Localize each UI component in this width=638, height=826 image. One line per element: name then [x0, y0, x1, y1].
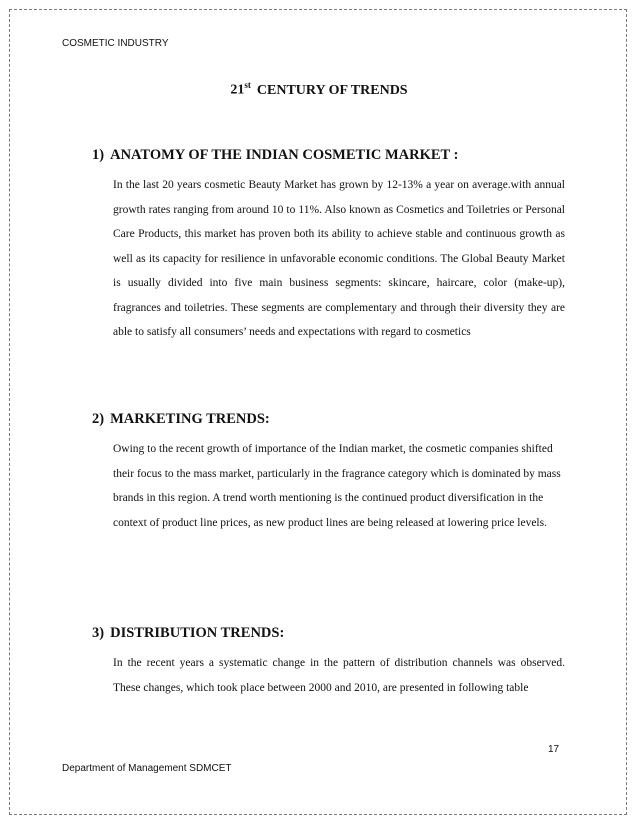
- section-3-paragraph: In the recent years a systematic change in the pattern of distribution channels was observed. These changes, which took place between 2000 and 2010, are presented in following table: [113, 657, 565, 694]
- section-heading-1: [92, 147, 458, 164]
- page-number: 17: [548, 744, 560, 755]
- section-heading-3: [92, 625, 284, 642]
- section-title: ANATOMY OF THE INDIAN COSMETIC MARKET :: [110, 147, 459, 163]
- title-ordinal-suffix: st: [244, 80, 251, 90]
- section-number: 3): [92, 625, 105, 641]
- page-title: [0, 80, 638, 99]
- section-heading-2: [92, 411, 270, 428]
- section-title: MARKETING TRENDS:: [110, 411, 270, 427]
- section-number: 1): [92, 147, 105, 163]
- section-number: 2): [92, 411, 105, 427]
- title-text: CENTURY OF TRENDS: [256, 82, 408, 98]
- section-title: DISTRIBUTION TRENDS:: [110, 625, 285, 641]
- section-2-paragraph: Owing to the recent growth of importance of the Indian market, the cosmetic companies shifted their focus to the mass market, particularly in the fragrance category which is dominated by mass brands in this region. A trend worth mentioning is the continued product diversification in the context of product line prices, as new product lines are being released at lowering price levels.: [113, 443, 561, 529]
- running-footer: Department of Management SDMCET: [62, 763, 232, 774]
- title-ordinal: 21: [230, 82, 245, 98]
- running-header: COSMETIC INDUSTRY: [62, 38, 169, 49]
- section-1-paragraph: In the last 20 years cosmetic Beauty Market has grown by 12-13% a year on average.with annual growth rates ranging from around 10 to 11%. Also known as Cosmetics and Toiletries or Personal Care Products, this market has proven both its ability to achieve stable and continuous growth as well as its capacity for resilience in unfavorable economic conditions. The Global Beauty Market is usually divided into five main business segments: skincare, haircare, color (make-up), fragrances and toiletries. These segments are complementary and through their diversity they are able to satisfy all consumers’ needs and expectations with regard to cosmetics: [113, 179, 565, 338]
